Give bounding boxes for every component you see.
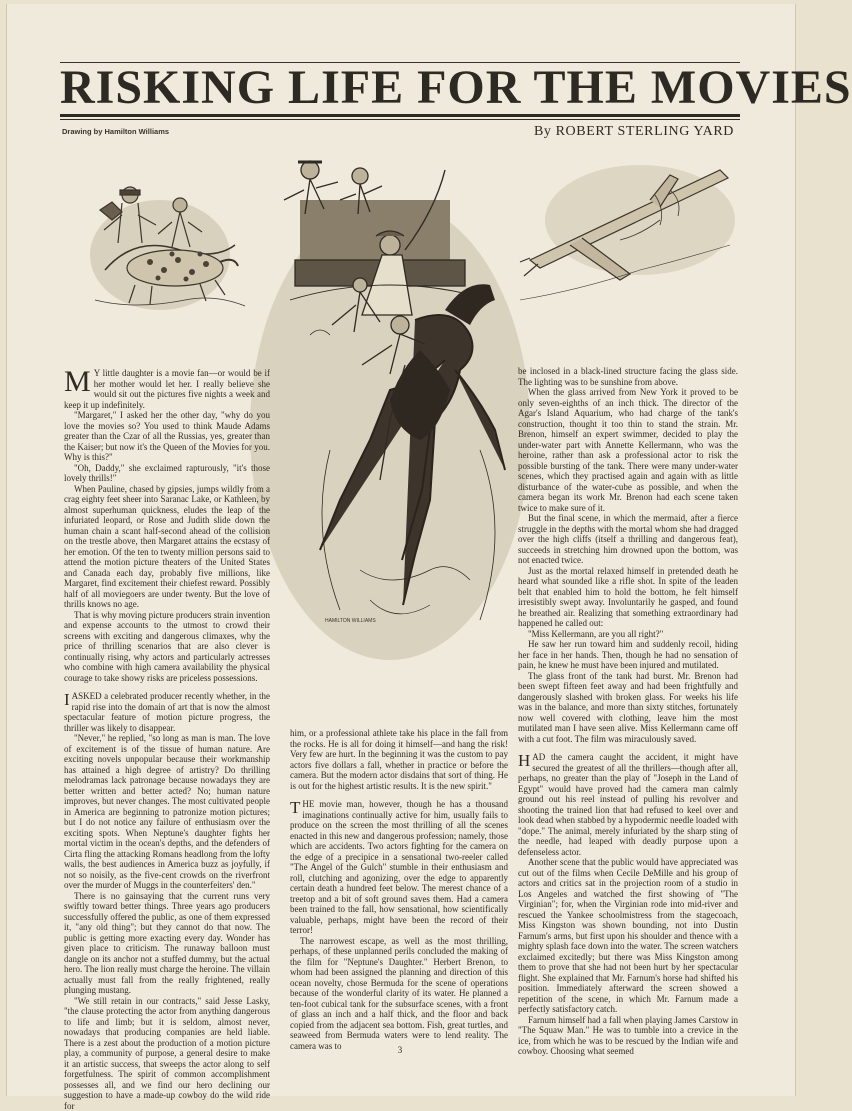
paragraph: When Pauline, chased by gipsies, jumps wildly from a crag eighty feet sheer into Saranac Lake, or Kathleen, by almost superhuman quickness, eludes the leap of the infuriated leopard, or Rose and Judith slide down the human chain a scant half-second ahead of the collision on the trestle above, then Margaret attains the ecstasy of her emotion. Of the ten to twenty million persons said to attend the motion picture theaters of the United States and Canada each day, probably five millions, like Margaret, find excitement their chiefest reward. Possibly half of all moviegoers are under twenty. But the love of thrills knows no age. (64, 484, 270, 610)
column-middle (290, 728, 508, 1034)
drop-cap: T (290, 800, 300, 815)
headline-rule-thick (60, 114, 740, 117)
paragraph: Farnum himself had a fall when playing James Carstow in "The Squaw Man." He was to tumble into a crevice in the ice, from which he was to be rescued by the Indian wife and cowboy. Choosing what seemed (518, 1015, 738, 1057)
headline-rule-thin (60, 119, 740, 120)
paragraph: The narrowest escape, as well as the most thrilling, perhaps, of these unplanned perils concluded the making of the film for "Neptune's Daughter." Herbert Brenon, to whom had been assigned the planning and direction of this ocean novelty, chose Bermuda for the scene of operations because of the wonderful clarity of its water. He planned a ten-foot cubical tank for the subsurface scenes, with a front of glass an inch and a half thick, and the floor and back copied from the adjacent sea bottom. Fish, great turtles, and seaweed from Bermuda waters were to lend reality. The camera was to (290, 936, 508, 1052)
paragraph: M Y little daughter is a movie fan—or would be if her mother would let her. I really believe she would sit out the pictures five nights a week and keep it up indefinitely. (64, 368, 270, 410)
paragraph: When the glass arrived from New York it proved to be only seven-eighths of an inch thick. The director of the Agar's Island Aquarium, who had charge of the tank's construction, thought it too thin to stand the strain. Mr. Brenon, himself an expert swimmer, decided to play the under-water part with Annette Kellermann, who was the heroine, rather than ask a professional actor to risk the possible bursting of the tank. There were many under-water scenes, which they practised again and again with as little disturbance of the water-cube as possible, and when the camera began its work Mr. Brenon had each scene taken twice to make sure of it. (518, 387, 738, 513)
stagecoach-scene (250, 161, 530, 660)
page-number: 3 (0, 1045, 800, 1055)
paragraph: He saw her run toward him and suddenly recoil, hiding her face in her hands. Then, though he had no sensation of pain, he knew he must have been injured and mutilated. (518, 639, 738, 671)
paragraph: "We still retain in our contracts," said Jesse Lasky, "the clause protecting the actor from anything dangerous to life and limb; but it is seldom, almost never, nowadays that producing companies are held liable. There is a zest about the production of a motion picture play, a community of purpose, a general desire to make it an artistic success, that sweeps the actor along to self forgetfulness. The spirit of common accomplishment possesses all, and we find our hero declining our suggestion to have a made-up cowboy do the wild ride for (64, 996, 270, 1111)
paragraph: Just as the mortal relaxed himself in pretended death he heard what sounded like a rifle shot. In spite of the leaden belt that enabled him to hold the bottom, he felt himself irresistibly swept away. Involuntarily he gasped, and found he breathed air. Realizing that something extraordinary had happened he called out: (518, 566, 738, 629)
paragraph: "Miss Kellermann, are you all right?" (518, 629, 738, 640)
illustration-credit: Drawing by Hamilton Williams (62, 127, 169, 136)
article-headline: RISKING LIFE FOR THE MOVIES (60, 62, 740, 112)
paragraph: THE movie man, however, though he has a thousand imaginations continually active for him, usually fails to produce on the screen the most thrilling of all the scenes enacted in this new and dangerous profession; namely, those which are accidents. Two actors fighting for the camera on the edge of a precipice in a sensational two-reeler called "The Angel of the Gulch" stumble in their enthusiasm and roll, clutching and agonizing, over the edge to apparently certain death a hundred feet below. The merest chance of a treetop and a bit of soft ground saves them. Had a camera been trained to the fall, how sensational, how scientifically valuable, perhaps, might have been the record of their terror! (290, 799, 508, 936)
paragraph: "Oh, Daddy," she exclaimed rapturously, "it's those lovely thrills!" (64, 463, 270, 484)
paragraph: him, or a professional athlete take his place in the fall from the rocks. He is all for doing it himself—and hang the risk! Very few are hurt. In the beginning it was the custom to pay actors five dollars a fall, whether in practice or before the camera. But the modern actor disdains that sort of thing. He is out for the highest artistic results. It is the new spirit." (290, 728, 508, 791)
paragraph: HAD the camera caught the accident, it might have secured the greatest of all the thrillers—though after all, perhaps, no greater than the play of "Joseph in the Land of Egypt" would have proved had the camera man calmly ground out his reel instead of pulling his revolver and shooting the trained lion that had refused to keel over and look dead when stabbed by a hypodermic needle loaded with "dope." The animal, merely infuriated by the sharp sting of the needle, had leaped with deadly purpose upon a defenseless actor. (518, 752, 738, 857)
paragraph: be inclosed in a black-lined structure facing the glass side. The lighting was to be sunshine from above. (518, 366, 738, 387)
paragraph: The glass front of the tank had burst. Mr. Brenon had been swept fifteen feet away and had been frightfully and dangerously slashed with broken glass. For weeks his life was in the balance, and more than sixty stitches, fortunately now well covered with clothing, leave him the most mutilated man I have seen alive. Miss Kellermann came off with a cut foot. The film was miraculously saved. (518, 671, 738, 745)
paragraph: IASKED a celebrated producer recently whether, in the rapid rise into the domain of art that is now the almost spectacular feature of motion picture progress, the thriller was likely to disappear. (64, 691, 270, 733)
paragraph: Another scene that the public would have appreciated was cut out of the films when Cecile DeMille and his group of actors and critics sat in the projection room of a studio in Los Angeles and watched the first showing of "The Virginian"; for, when the Virginian rode into mid-river and rescued the Yankee schoolmistress from the stagecoach, Miss Kingston was shown bounding, not into Dustin Farnum's arms, but first upon his shoulder and thence with a mighty splash face down into the water. The screen watchers exclaimed excitedly; but there was Miss Kingston among them to prove that she had not been hurt by her spectacular flight. She explained that Mr. Farnum's horse had shifted his position. Immediately afterward the screen showed a repetition of the scene, in which Mr. Farnum made a perfectly satisfactory catch. (518, 857, 738, 1015)
paragraph: There is no gainsaying that the current runs very swiftly toward better things. Three years ago producers successfully offered the public, as one of them expressed it, "any old thing"; but they cannot do that now. The public is getting more exacting every day. Wonder has given place to criticism. The runaway balloon must dangle on its anchor not a stuffed dummy, but the actual hero. The lion really must charge the heroine. The villain actually must fall from the really frightened, really plunging mustang. (64, 891, 270, 996)
leopard-vignette (90, 187, 245, 310)
column-left (64, 368, 270, 1034)
author-byline: By ROBERT STERLING YARD (534, 124, 734, 140)
drop-cap: M (64, 370, 91, 394)
paragraph: "Margaret," I asked her the other day, "why do you love the movies so? You used to think Maude Adams greater than the Czar of all the Russias, yes, greater than the Kaiser; but now it's the Queen of the Movies for you. Why is this?" (64, 410, 270, 463)
column-right (518, 366, 738, 1034)
drop-cap: I (64, 692, 70, 707)
paragraph: But the final scene, in which the mermaid, after a fierce struggle in the depths with the mortal whom she had dragged over the high cliffs (itself a thrilling and dangerous feat), succeeds in stretching him drowned upon the bottom, was not enacted twice. (518, 513, 738, 566)
paragraph: That is why moving picture producers strain invention and expense accounts to the utmost to crowd their screens with exciting and dangerous climaxes, why the price of thrilling scenarios that are also clever is continually rising, why actors and particularly actresses who combine with high camera availability the physical courage to take showy risks are priceless possessions. (64, 610, 270, 684)
drop-cap: H (518, 753, 530, 768)
paragraph: "Never," he replied, "so long as man is man. The love of excitement is of the tissue of human nature. Are exciting novels unpopular because their workmanship has attained a high degree of artistry? Do thrilling melodramas lack patronage because nowadays they are better written and better acted? No; human nature improves, but never changes. The most cultivated people in America are beginning to patronize motion pictures; but I do not notice any failure of enthusiasm over the exciting spots. When Neptune's daughter fights her mortal victim in the ocean's depths, and the defenders of Cirta fling the attacking Romans headlong from the lofty walls, the best audiences in America buzz as joyfully, if not so noisily, as the five-cent crowds on the riverfront over the murder of Muggs in the counterfeiters' den." (64, 733, 270, 891)
artist-signature: HAMILTON WILLIAMS (325, 618, 376, 624)
airplane-vignette (520, 165, 735, 300)
